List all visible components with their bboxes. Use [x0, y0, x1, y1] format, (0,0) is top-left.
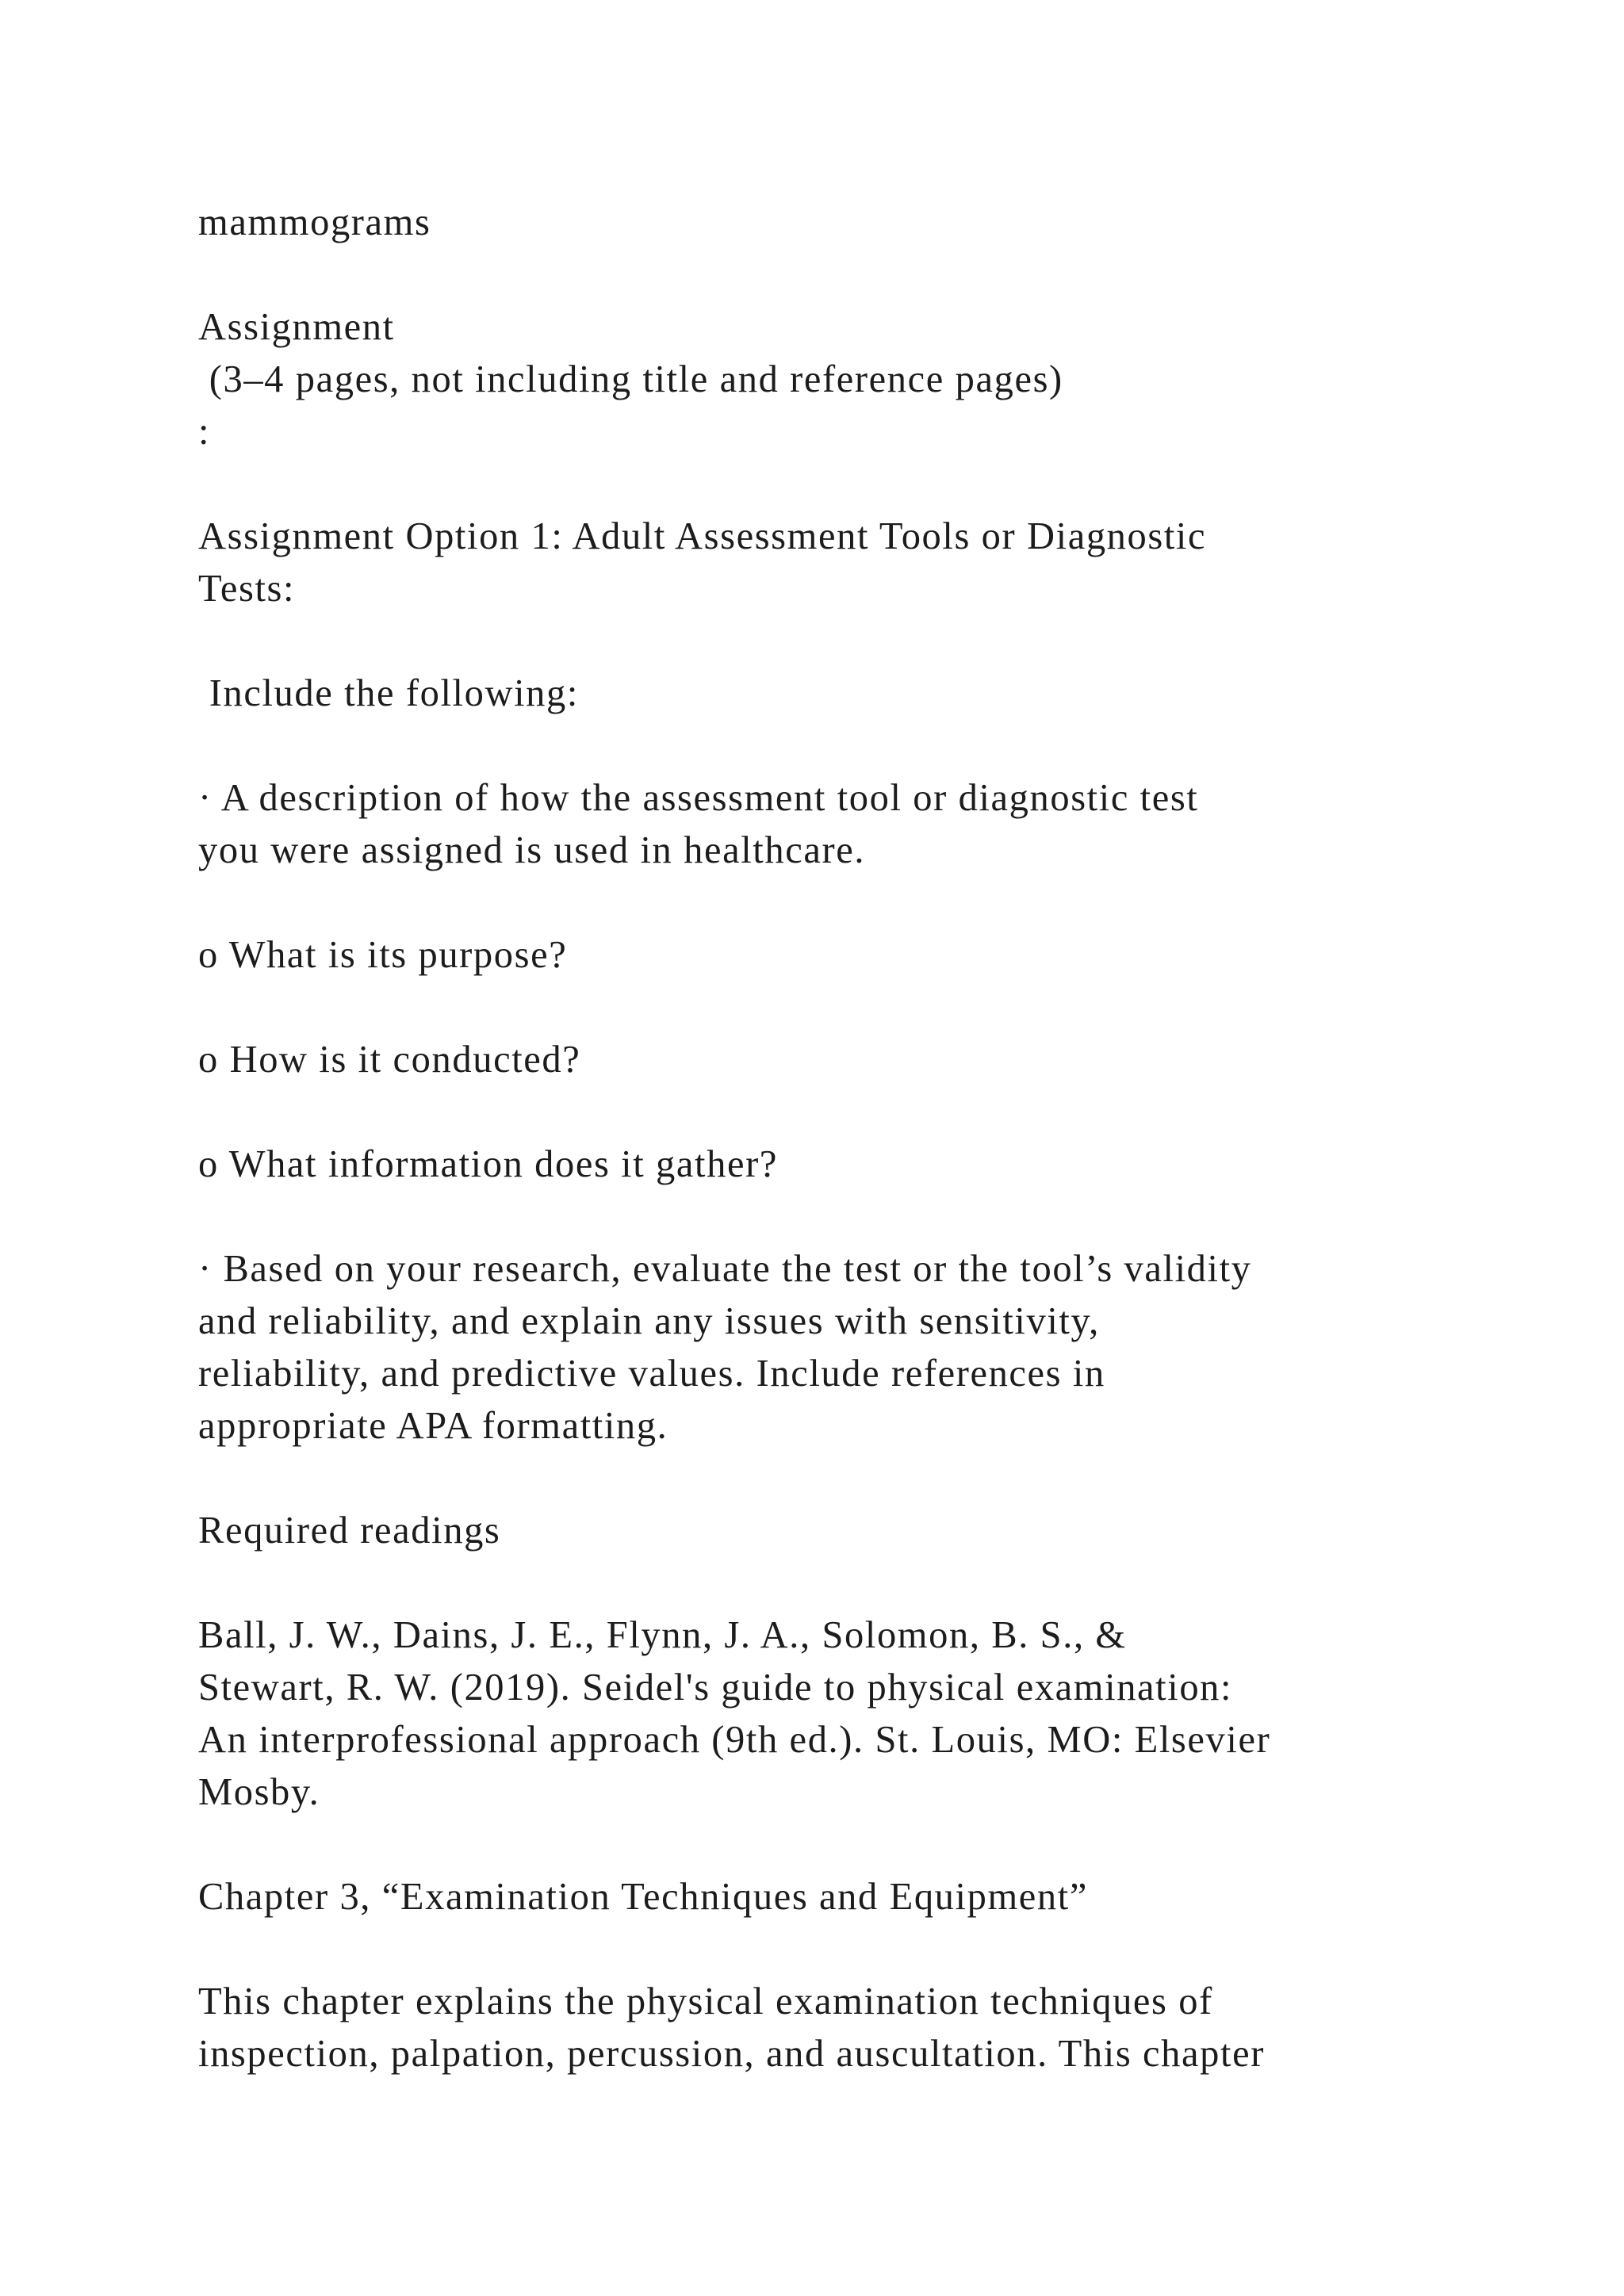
bullet-evaluate-line-1: · Based on your research, evaluate the test or the tool’s validity	[198, 1248, 1252, 1290]
sub-bullet-information: o What information does it gather?	[198, 1143, 778, 1185]
chapter-description-line-1: This chapter explains the physical examination techniques of	[198, 1980, 1213, 2022]
paragraph-gap	[198, 1557, 1483, 1609]
paragraph-gap	[198, 720, 1483, 772]
bullet-evaluate-line-4: appropriate APA formatting.	[198, 1405, 668, 1447]
paragraph-gap	[198, 1819, 1483, 1871]
paragraph-gap	[198, 1086, 1483, 1138]
sub-bullet-conducted: o How is it conducted?	[198, 1039, 581, 1081]
option-heading-line-2: Tests:	[198, 568, 296, 610]
include-intro: Include the following:	[198, 672, 579, 714]
option-heading-line-1: Assignment Option 1: Adult Assessment Tools or Diagnostic	[198, 515, 1207, 557]
topic-title: mammograms	[198, 201, 431, 243]
paragraph-gap	[198, 458, 1483, 511]
paragraph-gap	[198, 877, 1483, 929]
bullet-evaluate-line-2: and reliability, and explain any issues with sensitivity,	[198, 1300, 1100, 1342]
assignment-colon: :	[198, 411, 211, 453]
paragraph-gap	[198, 1452, 1483, 1505]
required-readings-heading: Required readings	[198, 1510, 501, 1552]
bullet-description-line-1: · A description of how the assessment tool or diagnostic test	[198, 777, 1199, 819]
assignment-heading: Assignment	[198, 306, 395, 348]
paragraph-gap	[198, 1191, 1483, 1243]
chapter-description-line-2: inspection, palpation, percussion, and auscultation. This chapter	[198, 2033, 1265, 2075]
paragraph-gap	[198, 982, 1483, 1034]
assignment-length: (3–4 pages, not including title and reference pages)	[198, 358, 1063, 400]
paragraph-gap	[198, 615, 1483, 668]
reference-line-2: Stewart, R. W. (2019). Seidel's guide to physical examination:	[198, 1667, 1233, 1709]
paragraph-gap	[198, 249, 1483, 301]
chapter-heading: Chapter 3, “Examination Techniques and Equipment”	[198, 1876, 1088, 1918]
paragraph-gap	[198, 1923, 1483, 1976]
reference-line-4: Mosby.	[198, 1771, 320, 1813]
reference-line-3: An interprofessional approach (9th ed.). St. Louis, MO: Elsevier	[198, 1719, 1271, 1761]
reference-line-1: Ball, J. W., Dains, J. E., Flynn, J. A., Solomon, B. S., &	[198, 1614, 1127, 1656]
bullet-description-line-2: you were assigned is used in healthcare.	[198, 829, 866, 871]
document-body	[198, 197, 1483, 2080]
sub-bullet-purpose: o What is its purpose?	[198, 934, 568, 976]
bullet-evaluate-line-3: reliability, and predictive values. Include references in	[198, 1353, 1105, 1395]
